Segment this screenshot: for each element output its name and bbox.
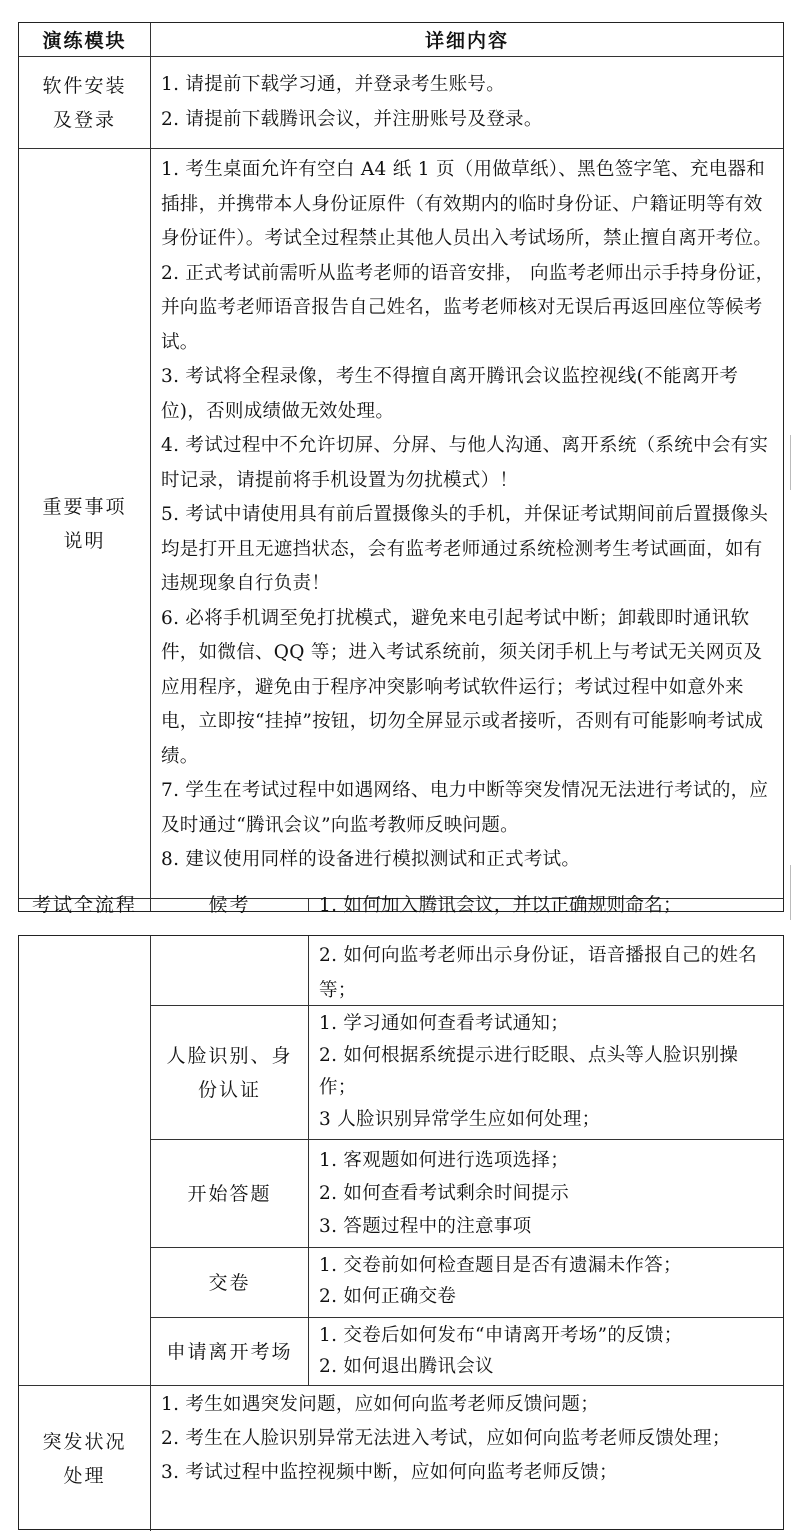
header-module-cell xyxy=(19,23,151,56)
flow-label: 考试全流程 xyxy=(31,894,137,916)
notes-row xyxy=(19,149,783,899)
stage-name-cell xyxy=(151,894,309,916)
stage-name-cell xyxy=(151,1248,309,1317)
stage-detail-cell xyxy=(309,1248,783,1317)
list-item: 3. 考试过程中监控视频中断，应如何向监考老师反馈； xyxy=(161,1462,618,1483)
list-item: 2. 正式考试前需听从监考老师的语音安排， 向监考老师出示手持身份证，并向监考老师语音报告自己姓名，监考老师核对无误后再返回座位等候考试。 xyxy=(161,262,775,353)
flow-label-cell xyxy=(19,894,151,916)
list-item: 1. 客观题如何进行选项选择； xyxy=(319,1150,570,1171)
stage-detail-cell xyxy=(309,936,783,1005)
list-item: 6. 必将手机调至免打扰模式，避免来电引起考试中断；卸载即时通讯软件，如微信、QQ 等；进入考试系统前，须关闭手机上与考试无关网页及应用程序，避免由于程序冲突影响考试软件运行；考试过程中如意外来电，立即按“挂掉”按钮，切勿全屏显示或者接听，否则有可能影响考试成绩。 xyxy=(161,607,764,767)
emergency-row xyxy=(19,1386,783,1531)
software-label: 软件安装 及登录 xyxy=(42,74,127,131)
list-item: 1. 如何加入腾讯会议，并以正确规则命名； xyxy=(319,894,682,916)
stage-name: 申请离开考场 xyxy=(166,1340,293,1363)
software-row xyxy=(19,57,783,149)
list-item: 1. 请提前下载学习通，并登录考生账号。 xyxy=(161,74,506,95)
list-item: 7. 学生在考试过程中如遇网络、电力中断等突发情况无法进行考试的，应及时通过“腾讯会议”向监考教师反映问题。 xyxy=(161,780,769,836)
list-item: 3 人脸识别异常学生应如何处理； xyxy=(319,1109,601,1130)
stage-name-cell xyxy=(151,1318,309,1385)
list-item: 2. 如何退出腾讯会议 xyxy=(319,1356,494,1377)
stage-row xyxy=(151,1318,783,1386)
notes-label: 重要事项 说明 xyxy=(42,495,127,552)
exam-drill-table-part2 xyxy=(18,935,784,1530)
exam-drill-table-part1 xyxy=(18,22,784,916)
stage-name-cell xyxy=(151,1140,309,1247)
list-item: 1. 学习通如何查看考试通知； xyxy=(319,1013,570,1034)
list-item: 1. 考生桌面允许有空白 A4 纸 1 页（用做草纸）、黑色签字笔、充电器和插排，并携带本人身份证原件（有效期内的临时身份证、户籍证明等有效身份证件）。考试全过程禁止其他人员出入考试场所，禁止擅自离开考位。 xyxy=(161,159,773,249)
table-header-row xyxy=(19,23,783,57)
list-item: 1. 交卷后如何发布“申请离开考场”的反馈； xyxy=(319,1325,683,1346)
stage-detail-cell xyxy=(309,1318,783,1385)
list-item: 8. 建议使用同样的设备进行模拟测试和正式考试。 xyxy=(161,849,581,870)
flow-label-cell-continued xyxy=(19,936,151,1386)
list-item: 2. 如何向监考老师出示身份证，语音播报自己的姓名等； xyxy=(319,945,758,1001)
notes-label-cell xyxy=(19,149,151,898)
emergency-label-cell xyxy=(19,1386,151,1531)
header-detail-label: 详细内容 xyxy=(424,30,509,52)
list-item: 2. 考生在人脸识别异常无法进入考试，应如何向监考老师反馈处理； xyxy=(161,1428,731,1449)
list-item: 2. 如何正确交卷 xyxy=(319,1286,457,1307)
header-module-label: 演练模块 xyxy=(42,30,127,52)
stage-name: 候考 xyxy=(208,894,251,916)
flow-row-start xyxy=(19,894,783,916)
stage-row xyxy=(151,1006,783,1140)
stage-detail-cell xyxy=(309,1140,783,1247)
stage-row xyxy=(151,1140,783,1248)
list-item: 3. 考试将全程录像，考生不得擅自离开腾讯会议监控视线(不能离开考位)，否则成绩做无效处理。 xyxy=(161,366,739,422)
list-item: 1. 交卷前如何检查题目是否有遗漏未作答； xyxy=(319,1255,682,1276)
stage-name-cell xyxy=(151,936,309,1005)
page-edge-mark xyxy=(790,435,791,490)
list-item: 1. 考生如遇突发问题，应如何向监考老师反馈问题； xyxy=(161,1394,600,1415)
header-detail-cell xyxy=(151,23,783,56)
software-detail-cell xyxy=(151,57,783,148)
list-item: 5. 考试中请使用具有前后置摄像头的手机，并保证考试期间前后置摄像头均是打开且无遮挡状态，会有监考老师通过系统检测考生考试画面，如有违规现象自行负责！ xyxy=(161,504,769,594)
stage-row xyxy=(151,1248,783,1318)
list-item: 3. 答题过程中的注意事项 xyxy=(319,1216,532,1237)
stage-name: 人脸识别、身 份认证 xyxy=(166,1044,293,1101)
list-item: 2. 如何查看考试剩余时间提示 xyxy=(319,1183,570,1204)
list-item: 2. 如何根据系统提示进行眨眼、点头等人脸识别操作； xyxy=(319,1045,739,1098)
page-edge-mark xyxy=(790,865,791,920)
stage-detail-cell xyxy=(309,1006,783,1139)
list-item: 2. 请提前下载腾讯会议，并注册账号及登录。 xyxy=(161,109,543,130)
stage-detail-cell xyxy=(309,894,783,916)
notes-detail-cell xyxy=(151,149,783,898)
software-label-cell xyxy=(19,57,151,148)
emergency-label: 突发状况 处理 xyxy=(42,1430,127,1487)
emergency-detail-cell xyxy=(151,1386,783,1531)
list-item: 4. 考试过程中不允许切屏、分屏、与他人沟通、离开系统（系统中会有实时记录，请提前将手机设置为勿扰模式）！ xyxy=(161,435,769,491)
stage-name-cell xyxy=(151,1006,309,1139)
stage-row xyxy=(151,936,783,1006)
stage-name: 交卷 xyxy=(208,1271,251,1294)
stage-name: 开始答题 xyxy=(187,1182,272,1205)
